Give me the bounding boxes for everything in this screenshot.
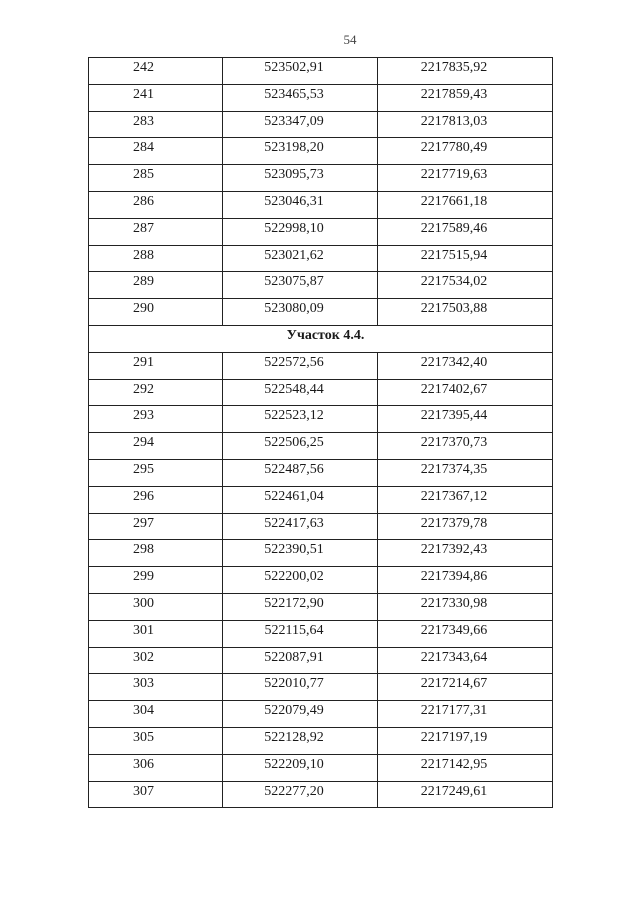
y-coordinate-cell: 2217177,31 [378,701,553,728]
point-number-cell: 305 [89,727,223,754]
y-coordinate-cell: 2217392,43 [378,540,553,567]
y-coordinate-cell: 2217719,63 [378,165,553,192]
point-number-cell: 286 [89,191,223,218]
y-coordinate-cell: 2217534,02 [378,272,553,299]
point-number-cell: 242 [89,58,223,85]
table-row [89,754,553,781]
x-coordinate-cell: 523198,20 [223,138,378,165]
point-number-cell: 299 [89,567,223,594]
table-row [89,433,553,460]
point-number-cell: 289 [89,272,223,299]
point-number-cell: 293 [89,406,223,433]
y-coordinate-cell: 2217503,88 [378,299,553,326]
table-row [89,647,553,674]
x-coordinate-cell: 522572,56 [223,352,378,379]
table-row [89,218,553,245]
table-row [89,486,553,513]
y-coordinate-cell: 2217370,73 [378,433,553,460]
y-coordinate-cell: 2217379,78 [378,513,553,540]
page-number: 54 [343,32,357,47]
point-number-cell: 307 [89,781,223,808]
y-coordinate-cell: 2217589,46 [378,218,553,245]
x-coordinate-cell: 523080,09 [223,299,378,326]
x-coordinate-cell: 523095,73 [223,165,378,192]
point-number-cell: 283 [89,111,223,138]
table-row [89,165,553,192]
x-coordinate-cell: 522087,91 [223,647,378,674]
table-row [89,191,553,218]
point-number-cell: 241 [89,84,223,111]
y-coordinate-cell: 2217142,95 [378,754,553,781]
point-number-cell: 290 [89,299,223,326]
point-number-cell: 302 [89,647,223,674]
x-coordinate-cell: 523075,87 [223,272,378,299]
table-row [89,459,553,486]
coordinates-table [88,57,553,808]
y-coordinate-cell: 2217515,94 [378,245,553,272]
table-row [89,58,553,85]
table-row [89,406,553,433]
x-coordinate-cell: 522209,10 [223,754,378,781]
table-row [89,674,553,701]
y-coordinate-cell: 2217249,61 [378,781,553,808]
y-coordinate-cell: 2217330,98 [378,593,553,620]
table-row [89,299,553,326]
x-coordinate-cell: 522998,10 [223,218,378,245]
y-coordinate-cell: 2217395,44 [378,406,553,433]
x-coordinate-cell: 522461,04 [223,486,378,513]
point-number-cell: 287 [89,218,223,245]
table-row [89,272,553,299]
point-number-cell: 297 [89,513,223,540]
point-number-cell: 304 [89,701,223,728]
table-row [89,245,553,272]
point-number-cell: 284 [89,138,223,165]
x-coordinate-cell: 522128,92 [223,727,378,754]
y-coordinate-cell: 2217374,35 [378,459,553,486]
x-coordinate-cell: 522548,44 [223,379,378,406]
x-coordinate-cell: 522079,49 [223,701,378,728]
section-title: Участок 4.4. [89,325,553,352]
x-coordinate-cell: 523046,31 [223,191,378,218]
table-row [89,111,553,138]
table-row [89,379,553,406]
x-coordinate-cell: 522487,56 [223,459,378,486]
table-row [89,727,553,754]
x-coordinate-cell: 523465,53 [223,84,378,111]
y-coordinate-cell: 2217214,67 [378,674,553,701]
table-row [89,567,553,594]
x-coordinate-cell: 522417,63 [223,513,378,540]
x-coordinate-cell: 522115,64 [223,620,378,647]
y-coordinate-cell: 2217859,43 [378,84,553,111]
point-number-cell: 295 [89,459,223,486]
y-coordinate-cell: 2217394,86 [378,567,553,594]
point-number-cell: 296 [89,486,223,513]
x-coordinate-cell: 522010,77 [223,674,378,701]
section-row [89,325,553,352]
table-row [89,701,553,728]
y-coordinate-cell: 2217349,66 [378,620,553,647]
x-coordinate-cell: 522506,25 [223,433,378,460]
point-number-cell: 285 [89,165,223,192]
point-number-cell: 306 [89,754,223,781]
x-coordinate-cell: 523347,09 [223,111,378,138]
point-number-cell: 291 [89,352,223,379]
x-coordinate-cell: 522277,20 [223,781,378,808]
y-coordinate-cell: 2217197,19 [378,727,553,754]
table-row [89,352,553,379]
x-coordinate-cell: 522390,51 [223,540,378,567]
y-coordinate-cell: 2217661,18 [378,191,553,218]
x-coordinate-cell: 523502,91 [223,58,378,85]
point-number-cell: 292 [89,379,223,406]
table-row [89,138,553,165]
y-coordinate-cell: 2217402,67 [378,379,553,406]
x-coordinate-cell: 523021,62 [223,245,378,272]
y-coordinate-cell: 2217780,49 [378,138,553,165]
y-coordinate-cell: 2217343,64 [378,647,553,674]
table-row [89,781,553,808]
y-coordinate-cell: 2217813,03 [378,111,553,138]
point-number-cell: 301 [89,620,223,647]
y-coordinate-cell: 2217835,92 [378,58,553,85]
point-number-cell: 294 [89,433,223,460]
point-number-cell: 300 [89,593,223,620]
x-coordinate-cell: 522523,12 [223,406,378,433]
x-coordinate-cell: 522172,90 [223,593,378,620]
coordinates-table-body [89,58,553,808]
point-number-cell: 298 [89,540,223,567]
point-number-cell: 303 [89,674,223,701]
table-row [89,513,553,540]
y-coordinate-cell: 2217367,12 [378,486,553,513]
y-coordinate-cell: 2217342,40 [378,352,553,379]
table-row [89,84,553,111]
x-coordinate-cell: 522200,02 [223,567,378,594]
point-number-cell: 288 [89,245,223,272]
table-row [89,593,553,620]
table-row [89,540,553,567]
table-row [89,620,553,647]
